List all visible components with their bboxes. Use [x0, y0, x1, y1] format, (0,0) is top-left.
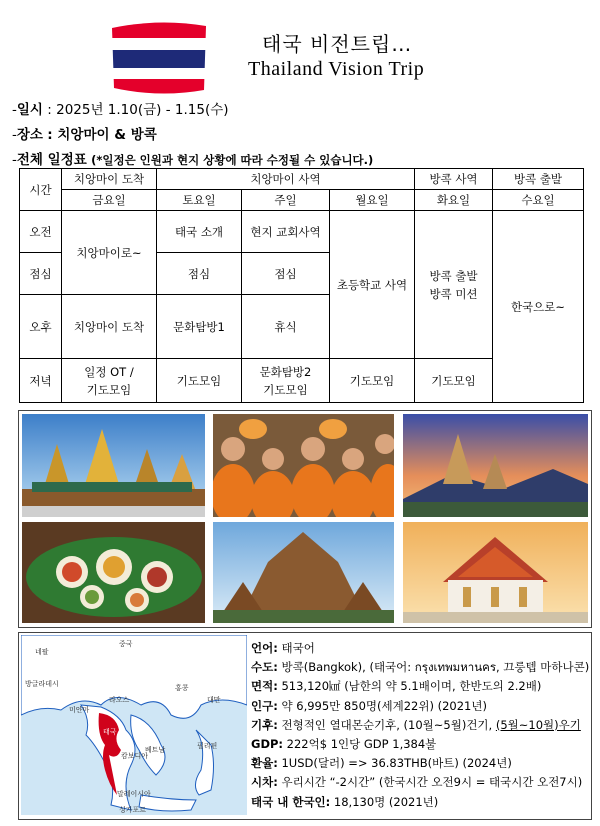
fact-key: 기후: — [251, 717, 278, 732]
map-label-vietnam: 베트남 — [145, 746, 166, 754]
day-fri: 금요일 — [62, 190, 157, 211]
cell-fri-afternoon: 치앙마이 도착 — [62, 295, 157, 359]
fact-capital — [251, 658, 589, 677]
schedule-table — [19, 168, 584, 403]
map-label-taiwan: 대만 — [207, 696, 221, 704]
page-title-korean: 태국 비전트립… — [262, 32, 413, 56]
time-lunch: 점심 — [20, 253, 62, 295]
date-value: : 2025년 1.10(금) - 1.15(수) — [47, 102, 229, 118]
time-evening: 저녁 — [20, 359, 62, 403]
cell-mon-main: 초등학교 사역 — [330, 211, 415, 359]
day-wed: 수요일 — [493, 190, 584, 211]
schedule-line: -전체 일정표 (*일정은 인원과 현지 상황에 따라 수정될 수 있습니다.) — [12, 152, 374, 168]
fact-climate — [251, 716, 589, 735]
thai-food-photo — [22, 522, 205, 623]
day-sat: 토요일 — [157, 190, 242, 211]
fact-value: 태국어 — [277, 641, 315, 655]
sanctuary-of-truth-photo — [213, 522, 394, 623]
cell-tue-main-line1: 방콕 출발 — [429, 268, 478, 283]
cell-sat-morning: 태국 소개 — [157, 211, 242, 253]
fact-value-rainy: (5월~10월)우기 — [495, 717, 581, 732]
fact-key: 언어: — [251, 641, 278, 655]
cell-fri-evening — [62, 359, 157, 403]
cell-mon-evening: 기도모임 — [330, 359, 415, 403]
region-map — [21, 635, 247, 815]
fact-koreans — [251, 793, 589, 812]
cell-fri-evening-line2: 기도모임 — [86, 382, 132, 397]
country-facts — [251, 639, 589, 812]
place-value: : 치앙마이 & 방콕 — [47, 127, 157, 143]
fact-value: 우리시간 “-2시간” (한국시간 오전9시 = 태국시간 오전7시) — [277, 775, 583, 790]
photo-collage — [18, 410, 592, 628]
map-label-malaysia: 말레이시아 — [117, 790, 151, 798]
doi-inthanon-photo — [403, 414, 588, 517]
cell-wed-main: 한국으로~ — [493, 211, 584, 403]
fact-value: 약 6,995만 850명(세계22위) (2021년) — [277, 698, 487, 713]
fact-value: 전형적인 열대몬순기후, (10월~5월)건기, — [277, 717, 496, 732]
map-shapes — [21, 635, 247, 815]
day-sun: 주일 — [242, 190, 330, 211]
map-label-china: 중국 — [119, 640, 133, 648]
map-label-bangladesh: 방글라데시 — [25, 680, 59, 688]
date-line: -일시 : 2025년 1.10(금) - 1.15(수) — [12, 102, 229, 118]
cell-sun-evening — [242, 359, 330, 403]
grand-palace-photo — [22, 414, 205, 517]
map-label-laos: 라오스 — [109, 696, 130, 704]
map-label-singapore: 싱가포르 — [119, 806, 147, 814]
header-time: 시간 — [20, 169, 62, 211]
map-label-philippines: 필리핀 — [197, 742, 218, 750]
place-label: 장소 — [16, 127, 43, 143]
fact-value: 1USD(달러) => 36.83THB(바트) (2024년) — [277, 756, 512, 771]
time-morning: 오전 — [20, 211, 62, 253]
place-line: -장소 : 치앙마이 & 방콕 — [12, 127, 157, 143]
fact-exchange — [251, 754, 589, 773]
cell-sat-lunch: 점심 — [157, 253, 242, 295]
map-label-thailand: 태국 — [103, 728, 117, 736]
cell-sun-afternoon: 휴식 — [242, 295, 330, 359]
time-afternoon: 오후 — [20, 295, 62, 359]
fact-timezone — [251, 773, 589, 792]
cell-sun-evening-line1: 문화탐방2 — [259, 364, 312, 379]
fact-key: 수도: — [251, 660, 278, 675]
fact-population — [251, 697, 589, 716]
fact-key: GDP: — [251, 737, 284, 752]
fact-key: 시차: — [251, 775, 278, 790]
fact-area — [251, 677, 589, 696]
map-label-cambodia: 캄보디아 — [121, 752, 149, 760]
cell-fri-evening-line1: 일정 OT / — [84, 364, 134, 379]
fact-key: 면적: — [251, 679, 278, 694]
cell-sun-morning: 현지 교회사역 — [242, 211, 330, 253]
group-chiangmai-arrival: 치앙마이 도착 — [62, 169, 157, 190]
day-mon: 월요일 — [330, 190, 415, 211]
fact-value: 18,130명 (2021년) — [330, 794, 439, 809]
map-label-hongkong: 홍콩 — [175, 684, 189, 692]
fact-gdp — [251, 735, 589, 754]
map-label-myanmar: 미얀마 — [69, 706, 90, 714]
fact-key: 태국 내 한국인: — [251, 794, 331, 809]
map-label-nepal: 네팔 — [35, 648, 49, 656]
info-box — [18, 632, 592, 820]
cell-sun-lunch: 점심 — [242, 253, 330, 295]
thailand-flag-image — [104, 18, 214, 98]
cell-tue-main-line2: 방콕 미션 — [429, 286, 478, 301]
day-tue: 화요일 — [415, 190, 493, 211]
date-label: 일시 — [16, 102, 43, 118]
fact-key: 인구: — [251, 698, 278, 713]
cell-sun-evening-line2: 기도모임 — [263, 382, 308, 397]
cell-sat-afternoon: 문화탐방1 — [157, 295, 242, 359]
cell-fri-morning: 치앙마이로~ — [62, 211, 157, 295]
fact-language — [251, 639, 589, 658]
page-title-english: Thailand Vision Trip — [248, 58, 425, 80]
fact-value: 222억$ 1인당 GDP 1,384불 — [283, 737, 437, 752]
group-bangkok-ministry: 방콕 사역 — [415, 169, 493, 190]
cell-tue-main — [415, 211, 493, 359]
monks-photo — [213, 414, 394, 517]
marble-temple-photo — [403, 522, 588, 623]
group-chiangmai-ministry: 치앙마이 사역 — [157, 169, 415, 190]
fact-value: 513,120㎢ (남한의 약 5.1배이며, 한반도의 2.2배) — [277, 679, 542, 694]
cell-sat-evening: 기도모임 — [157, 359, 242, 403]
fact-value: 방콕(Bangkok), (태국어: กรุงเทพมหานคร, 끄룽텝 마하나콘) — [277, 660, 590, 675]
group-bangkok-departure: 방콕 출발 — [493, 169, 584, 190]
schedule-note: (*일정은 인원과 현지 상황에 따라 수정될 수 있습니다.) — [91, 153, 374, 167]
schedule-label: 전체 일정표 — [16, 152, 87, 168]
fact-key: 환율: — [251, 756, 278, 771]
cell-tue-evening: 기도모임 — [415, 359, 493, 403]
